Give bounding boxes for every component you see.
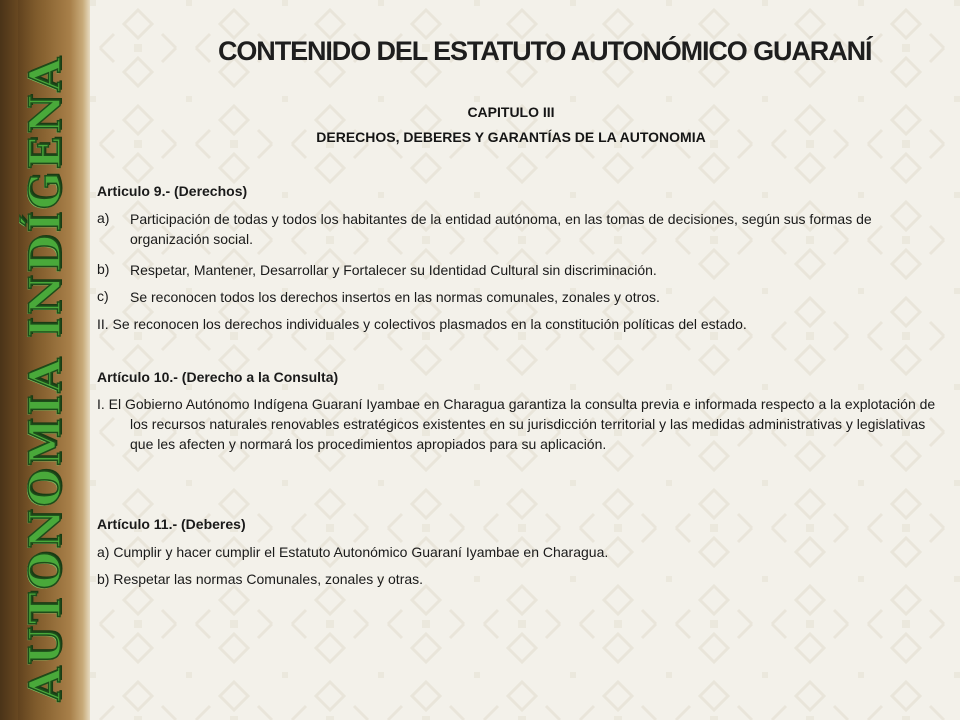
article-9-item-b-label: b) <box>97 261 110 277</box>
article-11-line-b: b) Respetar las normas Comunales, zonales y otras. <box>97 571 424 587</box>
side-band <box>0 0 90 720</box>
chapter-number: CAPITULO III <box>467 104 555 120</box>
article-9-item-b-text: Respetar, Mantener, Desarrollar y Fortalecer su Identidad Cultural sin discriminación. <box>130 262 657 278</box>
article-10-text: I. El Gobierno Autónomo Indígena Guaraní Iyambae en Charagua garantiza la consulta previa e informada respecto a la explotación de los recursos naturales renovables estratégicos existentes en su jurisdicción territorial y las medidas administrativas y legislativas que les afecten y normará los procedimientos apropiados para su aplicación. <box>97 396 936 452</box>
article-10-heading: Artículo 10.- (Derecho a la Consulta) <box>97 369 339 385</box>
side-banner-text: AUTONOMIA INDÍGENA <box>21 54 71 702</box>
article-9-item-c-text: Se reconocen todos los derechos insertos en las normas comunales, zonales y otros. <box>130 289 660 305</box>
article-9-item-a-text: Participación de todas y todos los habitantes de la entidad autónoma, en las tomas de decisiones, según sus formas de organización social. <box>130 211 872 247</box>
chapter-name: DERECHOS, DEBERES Y GARANTÍAS DE LA AUTONOMIA <box>316 129 706 145</box>
slide-title: CONTENIDO DEL ESTATUTO AUTONÓMICO GUARANÍ <box>218 36 872 66</box>
article-9-heading: Articulo 9.- (Derechos) <box>97 183 248 199</box>
article-9-item-c-label: c) <box>97 288 109 304</box>
article-9-note: II. Se reconocen los derechos individuales y colectivos plasmados en la constitución políticas del estado. <box>97 316 747 332</box>
article-11-line-a: a) Cumplir y hacer cumplir el Estatuto Autonómico Guaraní Iyambae en Charagua. <box>97 544 609 560</box>
article-9-item-a-label: a) <box>97 210 110 226</box>
article-11-heading: Artículo 11.- (Deberes) <box>97 516 246 532</box>
